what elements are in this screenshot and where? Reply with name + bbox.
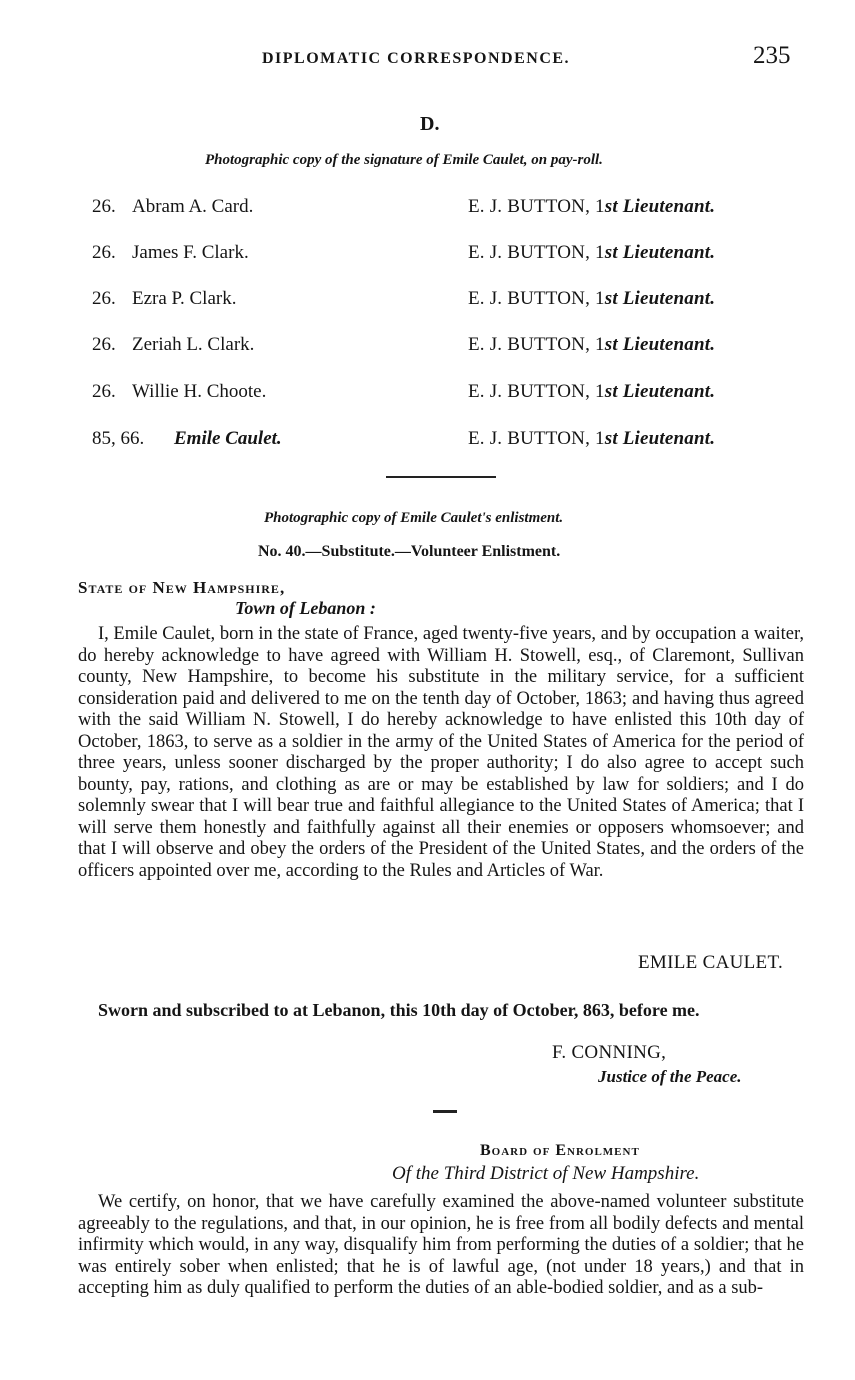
payroll-signature <box>468 288 715 310</box>
ordinal-suffix: st <box>604 428 618 449</box>
ordinal-suffix: st <box>604 242 618 263</box>
payroll-name: Emile Caulet. <box>174 428 282 449</box>
signer-name: E. J. BUTTON, 1 <box>468 381 605 402</box>
section-letter: D. <box>420 113 440 135</box>
page-number: 235 <box>753 42 791 69</box>
certification-paragraph: We certify, on honor, that we have carefully examined the above-named volunteer substitute agreeably to the regulations, and that, in our opinion, he is free from all bodily defects and mental infirmity which would, in any way, disqualify him from performing the duties of a soldier; that he was entirely sober when enlisted; that he is of lawful age, (not under 18 years,) and that in accepting him as duly qualified to perform the duties of an able-bodied soldier, and as a sub- <box>78 1192 804 1298</box>
payroll-row <box>0 196 855 224</box>
signer-rank: Lieutenant. <box>617 288 716 309</box>
ordinal-suffix: st <box>604 196 618 217</box>
signer-rank: Lieutenant. <box>617 334 716 355</box>
ordinal-suffix: st <box>604 381 618 402</box>
board-district: Of the Third District of New Hampshire. <box>392 1163 700 1184</box>
signer-rank: Lieutenant. <box>617 196 716 217</box>
payroll-entry-name <box>92 196 253 218</box>
state-heading: State of New Hampshire, <box>78 578 286 597</box>
town-heading: Town of Lebanon : <box>235 598 376 618</box>
payroll-entry-name <box>92 288 236 310</box>
payroll-caption: Photographic copy of the signature of Emile Caulet, on pay-roll. <box>205 152 603 168</box>
payroll-name: Ezra P. Clark. <box>132 288 237 309</box>
payroll-row <box>0 381 855 409</box>
enlistment-caption: Photographic copy of Emile Caulet's enlistment. <box>264 510 564 526</box>
signature-emile-caulet: EMILE CAULET. <box>638 952 783 973</box>
payroll-number: 26. <box>92 381 116 402</box>
signer-rank: Lieutenant. <box>617 242 716 263</box>
payroll-row <box>0 334 855 362</box>
sworn-paragraph: Sworn and subscribed to at Lebanon, this 10th day of October, 863, before me. <box>98 1000 700 1020</box>
payroll-entry-name <box>92 428 282 450</box>
signer-name: E. J. BUTTON, 1 <box>468 428 605 449</box>
section-divider <box>386 476 496 478</box>
signer-rank: Lieutenant. <box>617 428 716 449</box>
payroll-signature <box>468 196 715 218</box>
payroll-name: Willie H. Choote. <box>132 381 267 402</box>
payroll-signature <box>468 334 715 356</box>
payroll-row <box>0 242 855 270</box>
running-head: DIPLOMATIC CORRESPONDENCE. <box>262 50 571 67</box>
payroll-row <box>0 288 855 316</box>
payroll-name: Zeriah L. Clark. <box>132 334 255 355</box>
ordinal-suffix: st <box>604 334 618 355</box>
signer-name: E. J. BUTTON, 1 <box>468 242 605 263</box>
payroll-entry-name <box>92 334 254 356</box>
oath-paragraph: I, Emile Caulet, born in the state of France, aged twenty-five years, and by occupation a waiter, do hereby acknowledge to have agreed with William H. Stowell, esq., of Claremont, Sullivan county, New Hampshire, to become his substitute in the military service, for a sufficient consideration paid and delivered to me on the tenth day of October, 1863; and having thus agreed with the said William N. Stowell, I do hereby acknowledge to have enlisted this 10th day of October, 1863, to serve as a soldier in the army of the United States of America for the period of three years, unless sooner discharged by the proper authority; I do also agree to accept such bounty, pay, rations, and clothing as are or may be established by law for soldiers; and I do solemnly swear that I will bear true and faithful allegiance to the United States of America; that I will serve them honestly and faithfully against all their enemies or opposers whomsoever; and that I will observe and obey the orders of the President of the United States, and the orders of the officers appointed over me, according to the Rules and Articles of War. <box>78 624 804 881</box>
short-divider <box>433 1110 457 1113</box>
payroll-signature <box>468 428 715 450</box>
payroll-number: 26. <box>92 334 116 355</box>
payroll-entry-name <box>92 242 249 264</box>
payroll-name: James F. Clark. <box>132 242 249 263</box>
signature-f-conning: F. CONNING, <box>552 1042 667 1063</box>
signer-name: E. J. BUTTON, 1 <box>468 288 605 309</box>
payroll-number: 26. <box>92 196 116 217</box>
payroll-number: 85, 66. <box>92 428 145 449</box>
payroll-number: 26. <box>92 288 116 309</box>
payroll-number: 26. <box>92 242 116 263</box>
justice-title: Justice of the Peace. <box>598 1067 742 1086</box>
payroll-signature <box>468 242 715 264</box>
signer-name: E. J. BUTTON, 1 <box>468 196 605 217</box>
signer-name: E. J. BUTTON, 1 <box>468 334 605 355</box>
payroll-row <box>0 428 855 456</box>
payroll-signature <box>468 381 715 403</box>
ordinal-suffix: st <box>604 288 618 309</box>
payroll-name: Abram A. Card. <box>132 196 254 217</box>
signer-rank: Lieutenant. <box>617 381 716 402</box>
form-title: No. 40.—Substitute.—Volunteer Enlistment. <box>258 543 561 560</box>
payroll-entry-name <box>92 381 266 403</box>
board-title: Board of Enrolment <box>480 1142 640 1159</box>
